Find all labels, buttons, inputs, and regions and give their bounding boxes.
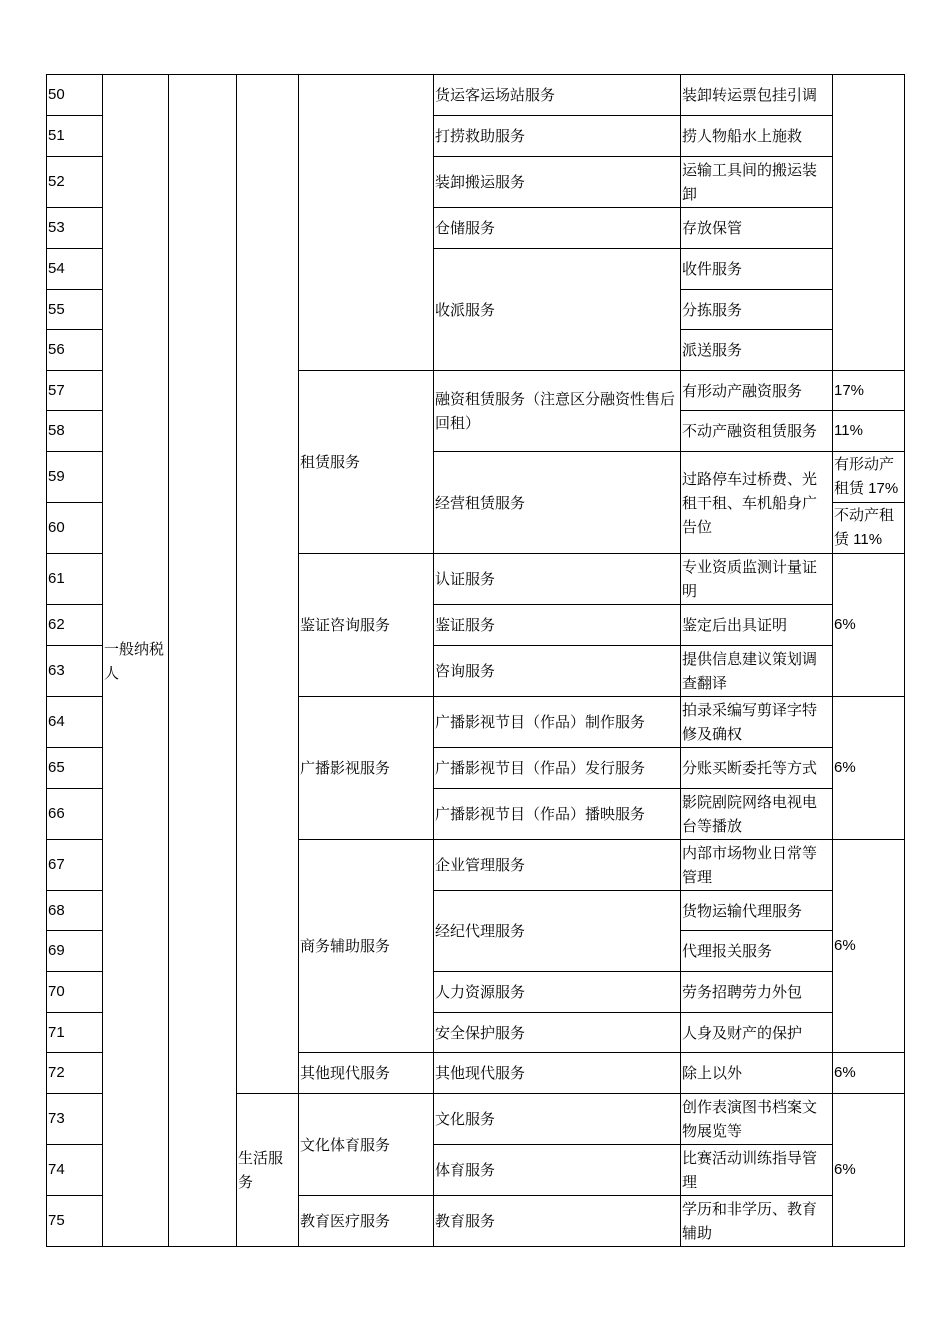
item-cell: 广播影视节目（作品）发行服务 (434, 748, 681, 789)
item-cell: 体育服务 (434, 1145, 681, 1196)
row-number: 53 (47, 208, 103, 249)
item-cell: 广播影视节目（作品）播映服务 (434, 789, 681, 840)
item-cell: 企业管理服务 (434, 840, 681, 891)
row-number: 60 (47, 503, 103, 554)
rate-cell: 6% (833, 697, 905, 840)
detail-cell: 过路停车过桥费、光租干租、车机船身广告位 (681, 452, 833, 554)
detail-cell: 运输工具间的搬运装卸 (681, 157, 833, 208)
subcategory-cell: 生活服务 (237, 1094, 299, 1247)
item-cell: 教育服务 (434, 1196, 681, 1247)
detail-cell: 代理报关服务 (681, 931, 833, 972)
rate-cell: 6% (833, 840, 905, 1053)
detail-cell: 专业资质监测计量证明 (681, 554, 833, 605)
category-cell: 文化体育服务 (299, 1094, 434, 1196)
row-number: 57 (47, 371, 103, 411)
item-cell: 鉴证服务 (434, 605, 681, 646)
item-cell: 仓储服务 (434, 208, 681, 249)
taxpayer-type-cell: 一般纳税人 (103, 75, 169, 1247)
item-cell: 经营租赁服务 (434, 452, 681, 554)
row-number: 55 (47, 290, 103, 330)
row-number: 72 (47, 1053, 103, 1094)
row-number: 69 (47, 931, 103, 972)
row-number: 59 (47, 452, 103, 503)
detail-cell: 有形动产融资服务 (681, 371, 833, 411)
rate-cell: 6% (833, 1094, 905, 1247)
detail-cell: 学历和非学历、教育辅助 (681, 1196, 833, 1247)
row-number: 63 (47, 646, 103, 697)
category-cell: 其他现代服务 (299, 1053, 434, 1094)
rate-cell: 有形动产租赁 17% (833, 452, 905, 503)
row-number: 70 (47, 972, 103, 1013)
detail-cell: 捞人物船水上施救 (681, 116, 833, 157)
row-number: 68 (47, 891, 103, 931)
category-cell: 鉴证咨询服务 (299, 554, 434, 697)
row-number: 74 (47, 1145, 103, 1196)
item-cell: 文化服务 (434, 1094, 681, 1145)
detail-cell: 货物运输代理服务 (681, 891, 833, 931)
detail-cell: 提供信息建议策划调查翻译 (681, 646, 833, 697)
row-number: 64 (47, 697, 103, 748)
detail-cell: 内部市场物业日常等管理 (681, 840, 833, 891)
detail-cell: 劳务招聘劳力外包 (681, 972, 833, 1013)
row-number: 58 (47, 411, 103, 452)
detail-cell: 拍录采编写剪译字特修及确权 (681, 697, 833, 748)
row-number: 56 (47, 330, 103, 371)
item-cell: 其他现代服务 (434, 1053, 681, 1094)
row-number: 52 (47, 157, 103, 208)
detail-cell: 装卸转运票包挂引调 (681, 75, 833, 116)
item-cell: 认证服务 (434, 554, 681, 605)
table-row (47, 75, 905, 116)
row-number: 54 (47, 249, 103, 290)
detail-cell: 创作表演图书档案文物展览等 (681, 1094, 833, 1145)
row-number: 66 (47, 789, 103, 840)
item-cell: 咨询服务 (434, 646, 681, 697)
rate-cell (833, 75, 905, 371)
rate-cell: 6% (833, 1053, 905, 1094)
item-cell: 装卸搬运服务 (434, 157, 681, 208)
rate-cell: 不动产租赁 11% (833, 503, 905, 554)
category-cell: 租赁服务 (299, 371, 434, 554)
detail-cell: 分账买断委托等方式 (681, 748, 833, 789)
detail-cell: 影院剧院网络电视电台等播放 (681, 789, 833, 840)
row-number: 51 (47, 116, 103, 157)
detail-cell: 派送服务 (681, 330, 833, 371)
rate-cell: 17% (833, 371, 905, 411)
empty-category-cell (299, 75, 434, 371)
row-number: 61 (47, 554, 103, 605)
row-number: 71 (47, 1013, 103, 1053)
item-cell: 安全保护服务 (434, 1013, 681, 1053)
detail-cell: 收件服务 (681, 249, 833, 290)
empty-subcategory-cell (237, 75, 299, 1094)
detail-cell: 除上以外 (681, 1053, 833, 1094)
row-number: 65 (47, 748, 103, 789)
category-cell: 教育医疗服务 (299, 1196, 434, 1247)
item-cell: 打捞救助服务 (434, 116, 681, 157)
category-cell: 广播影视服务 (299, 697, 434, 840)
item-cell: 货运客运场站服务 (434, 75, 681, 116)
detail-cell: 人身及财产的保护 (681, 1013, 833, 1053)
category-cell: 商务辅助服务 (299, 840, 434, 1053)
item-cell: 融资租赁服务（注意区分融资性售后回租） (434, 371, 681, 452)
detail-cell: 分拣服务 (681, 290, 833, 330)
detail-cell: 不动产融资租赁服务 (681, 411, 833, 452)
item-cell: 广播影视节目（作品）制作服务 (434, 697, 681, 748)
row-number: 73 (47, 1094, 103, 1145)
detail-cell: 存放保管 (681, 208, 833, 249)
detail-cell: 比赛活动训练指导管理 (681, 1145, 833, 1196)
row-number: 67 (47, 840, 103, 891)
row-number: 62 (47, 605, 103, 646)
item-cell: 人力资源服务 (434, 972, 681, 1013)
row-number: 75 (47, 1196, 103, 1247)
row-number: 50 (47, 75, 103, 116)
rate-cell: 11% (833, 411, 905, 452)
rate-cell: 6% (833, 554, 905, 697)
tax-rate-table (46, 74, 905, 1247)
item-cell: 收派服务 (434, 249, 681, 371)
detail-cell: 鉴定后出具证明 (681, 605, 833, 646)
item-cell: 经纪代理服务 (434, 891, 681, 972)
empty-level-cell (169, 75, 237, 1247)
